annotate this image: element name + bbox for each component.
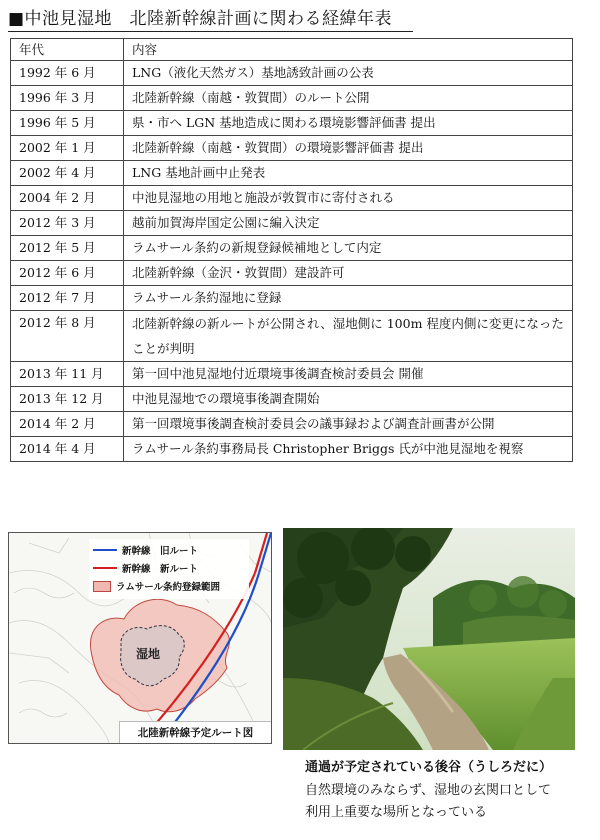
old-route-swatch xyxy=(93,549,117,551)
table-row xyxy=(11,311,573,362)
row-event: 第一回環境事後調査検討委員会の議事録および調査計画書が公開 xyxy=(124,412,573,437)
table-row xyxy=(11,412,573,437)
row-year: 1996 年 3 月 xyxy=(11,86,124,111)
header-year: 年代 xyxy=(11,39,124,61)
table-row xyxy=(11,86,573,111)
table-row xyxy=(11,387,573,412)
row-event: 北陸新幹線（金沢・敦賀間）建設許可 xyxy=(124,261,573,286)
row-year: 2002 年 1 月 xyxy=(11,136,124,161)
row-event: 北陸新幹線の新ルートが公開され、湿地側に 100m 程度内側に変更になったことが判明 xyxy=(124,311,573,362)
timeline-table xyxy=(10,38,573,462)
row-year: 2012 年 7 月 xyxy=(11,286,124,311)
row-event: 第一回中池見湿地付近環境事後調査検討委員会 開催 xyxy=(124,362,573,387)
row-event: LNG 基地計画中止発表 xyxy=(124,161,573,186)
row-year: 2012 年 8 月 xyxy=(11,311,124,362)
table-row xyxy=(11,161,573,186)
photo-caption xyxy=(305,758,595,824)
table-row xyxy=(11,186,573,211)
row-event: 北陸新幹線（南越・敦賀間）のルート公開 xyxy=(124,86,573,111)
header-event: 内容 xyxy=(124,39,573,61)
row-year: 2004 年 2 月 xyxy=(11,186,124,211)
table-row xyxy=(11,236,573,261)
page-title-text: ■中池見湿地 北陸新幹線計画に関わる経緯年表 xyxy=(8,9,393,29)
legend-ramsar-area xyxy=(93,579,220,593)
photo-caption-line-1: 自然環境のみならず、湿地の玄関口として xyxy=(305,783,551,798)
table-row xyxy=(11,362,573,387)
row-event: ラムサール条約の新規登録候補地として内定 xyxy=(124,236,573,261)
row-year: 2012 年 3 月 xyxy=(11,211,124,236)
row-event: 県・市へ LGN 基地造成に関わる環境影響評価書 提出 xyxy=(124,111,573,136)
table-row xyxy=(11,437,573,462)
row-year: 2012 年 5 月 xyxy=(11,236,124,261)
legend-ramsar-area-label: ラムサール条約登録範囲 xyxy=(116,582,221,593)
row-year: 2002 年 4 月 xyxy=(11,161,124,186)
title-underline xyxy=(8,31,413,32)
row-event: LNG（液化天然ガス）基地誘致計画の公表 xyxy=(124,61,573,86)
valley-photo xyxy=(283,528,575,750)
table-row xyxy=(11,136,573,161)
row-year: 2014 年 4 月 xyxy=(11,437,124,462)
page-title xyxy=(8,8,592,30)
legend-old-route-label: 新幹線 旧ルート xyxy=(122,546,199,557)
row-year: 2014 年 2 月 xyxy=(11,412,124,437)
row-year: 1996 年 5 月 xyxy=(11,111,124,136)
table-row xyxy=(11,286,573,311)
legend-old-route xyxy=(93,543,198,557)
legend-new-route-label: 新幹線 新ルート xyxy=(122,564,199,575)
table-row xyxy=(11,211,573,236)
row-year: 2012 年 6 月 xyxy=(11,261,124,286)
map-legend xyxy=(89,539,249,599)
row-event: ラムサール条約湿地に登録 xyxy=(124,286,573,311)
legend-new-route xyxy=(93,561,198,575)
table-row xyxy=(11,261,573,286)
row-year: 2013 年 11 月 xyxy=(11,362,124,387)
row-event: 越前加賀海岸国定公園に編入決定 xyxy=(124,211,573,236)
valley-photo-image xyxy=(283,528,575,750)
table-row xyxy=(11,111,573,136)
photo-caption-body xyxy=(305,780,595,824)
row-year: 2013 年 12 月 xyxy=(11,387,124,412)
route-map xyxy=(8,532,272,744)
wetland-label: 湿地 xyxy=(136,647,161,661)
row-event: 中池見湿地の用地と施設が敦賀市に寄付される xyxy=(124,186,573,211)
row-event: 中池見湿地での環境事後調査開始 xyxy=(124,387,573,412)
row-event: 北陸新幹線（南越・敦賀間）の環境影響評価書 提出 xyxy=(124,136,573,161)
table-header-row xyxy=(11,39,573,61)
row-event: ラムサール条約事務局長 Christopher Briggs 氏が中池見湿地を視察 xyxy=(124,437,573,462)
new-route-swatch xyxy=(93,567,117,569)
photo-caption-line-2: 利用上重要な場所となっている xyxy=(305,805,488,820)
row-year: 1992 年 6 月 xyxy=(11,61,124,86)
ramsar-area-swatch xyxy=(93,581,111,592)
map-caption: 北陸新幹線予定ルート図 xyxy=(119,721,271,743)
photo-caption-title: 通過が予定されている後谷（うしろだに） xyxy=(305,760,553,775)
table-row xyxy=(11,61,573,86)
